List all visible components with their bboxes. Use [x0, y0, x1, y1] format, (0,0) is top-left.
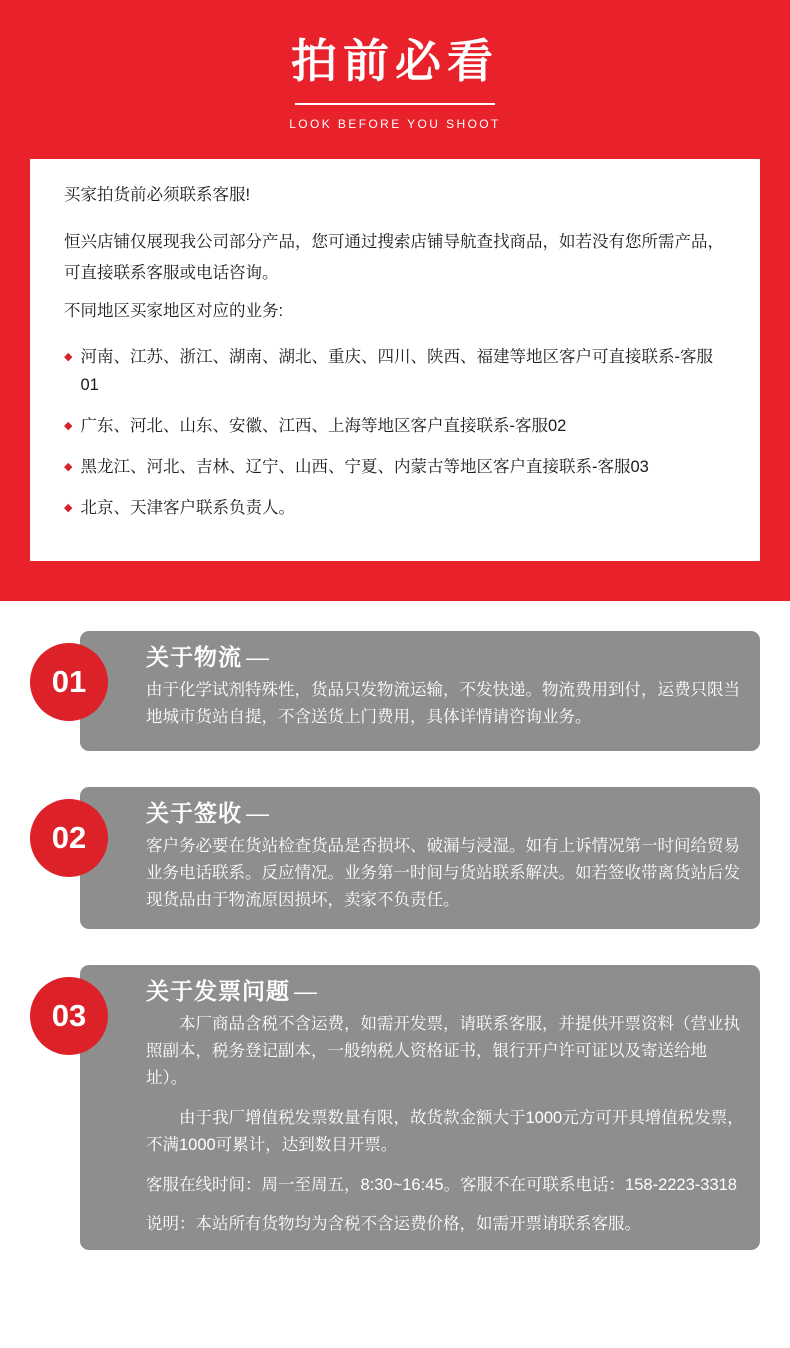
list-item	[64, 343, 726, 399]
diamond-icon: ◆	[64, 351, 73, 363]
section-paragraph: 本厂商品含税不含运费，如需开发票，请联系客服，并提供开票资料（营业执照副本，税务登记副本，一般纳税人资格证书，银行开户许可证以及寄送给地址）。	[146, 1015, 740, 1087]
list-item-label: 河南、江苏、浙江、湖南、湖北、重庆、四川、陕西、福建等地区客户可直接联系-客服01	[80, 348, 713, 395]
diamond-icon: ◆	[64, 502, 73, 515]
notice-line-3: 不同地区买家地区对应的业务:	[64, 302, 284, 321]
section-number-badge: 02	[30, 799, 108, 877]
diamond-icon: ◆	[64, 420, 73, 433]
list-item-label: 广东、河北、山东、安徽、江西、上海等地区客户直接联系-客服02	[80, 417, 567, 436]
list-item	[64, 453, 726, 481]
page-subtitle: LOOK BEFORE YOU SHOOT	[289, 117, 501, 132]
section-title-text: 关于物流	[146, 644, 242, 671]
section-panel	[80, 787, 760, 929]
page-banner	[0, 0, 790, 601]
list-item	[64, 412, 726, 440]
section-note: 说明：本站所有货物均为含税不含运费价格，如需开票请联系客服。	[146, 1214, 641, 1233]
title-divider	[295, 103, 495, 105]
section-paragraph: 客户务必要在货站检查货品是否损坏、破漏与浸湿。如有上诉情况第一时间给贸易业务电话联系。反应情况。业务第一时间与货站联系解决。如若签收带离货站后发现货品由于物流原因损坏，卖家不负责任。	[146, 837, 740, 909]
section-panel	[80, 631, 760, 751]
notice-card	[30, 159, 760, 561]
page-title: 拍前必看	[291, 35, 499, 87]
list-item	[64, 494, 726, 522]
section-title-dash: —	[294, 978, 318, 1005]
notice-line-2: 恒兴店铺仅展现我公司部分产品，您可通过搜索店铺导航查找商品，如若没有您所需产品，可直接联系客服或电话咨询。	[64, 232, 724, 283]
section-invoice	[30, 965, 760, 1250]
section-title	[146, 643, 744, 673]
section-title	[146, 977, 744, 1007]
section-title-dash: —	[246, 644, 270, 671]
section-contact-hours: 客服在线时间：周一至周五，8:30~16:45。客服不在可联系电话：158-2223-3318	[146, 1175, 737, 1194]
section-title-text: 关于发票问题	[146, 978, 290, 1005]
info-sections	[0, 601, 790, 1346]
notice-line-1: 买家拍货前必须联系客服!	[64, 186, 251, 205]
section-panel	[80, 965, 760, 1250]
section-receipt	[30, 787, 760, 929]
list-item-label: 北京、天津客户联系负责人。	[80, 499, 295, 518]
section-number-badge: 01	[30, 643, 108, 721]
section-title-dash: —	[246, 800, 270, 827]
section-paragraph: 由于化学试剂特殊性，货品只发物流运输，不发快递。物流费用到付，运费只限当地城市货站自提，不含送货上门费用，具体详情请咨询业务。	[146, 681, 740, 726]
section-logistics	[30, 631, 760, 751]
section-title	[146, 799, 744, 829]
section-paragraph: 由于我厂增值税发票数量有限，故货款金额大于1000元方可开具增值税发票，不满1000可累计，达到数目开票。	[146, 1109, 744, 1155]
section-title-text: 关于签收	[146, 800, 242, 827]
list-item-label: 黑龙江、河北、吉林、辽宁、山西、宁夏、内蒙古等地区客户直接联系-客服03	[80, 458, 649, 477]
diamond-icon: ◆	[64, 461, 73, 474]
section-number-badge: 03	[30, 977, 108, 1055]
